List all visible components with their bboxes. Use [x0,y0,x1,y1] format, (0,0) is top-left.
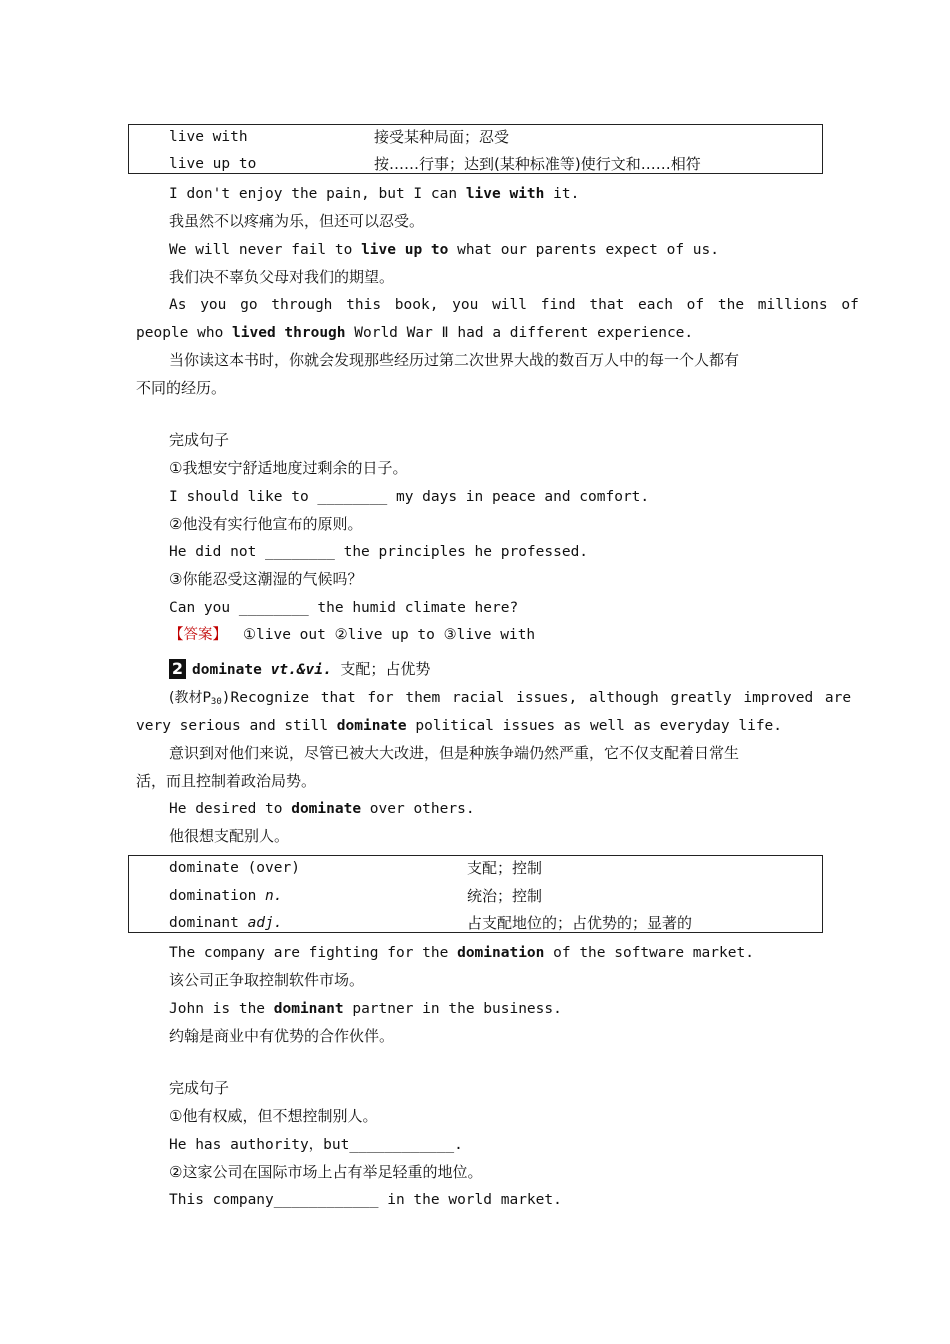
example-sentence: (教材$P_{30})Recognize$ that for them racial issues, although greatly improved are [169,690,852,707]
exercise-blank: He has authority，but____________. [169,1137,463,1153]
example-sentence: He desired to dominate over others. [169,801,475,817]
entry-number-badge: 2 [169,659,186,679]
exercise-question: ①他有权威，但不想控制别人。 [169,1107,378,1125]
exercise-blank: This company____________ in the world market. [169,1192,562,1208]
table-phrase: live with [169,129,248,145]
exercise-question: ③你能忍受这潮湿的气候吗？ [169,570,363,588]
word-family-table [128,855,823,933]
table-meaning: 统治；控制 [467,887,543,905]
entry-word: dominate [192,662,262,678]
table-word: dominant adj. [169,915,283,931]
answer-text: ①live out ②live up to ③live with [243,627,536,643]
answer-label: 【答案】 [169,627,227,643]
example-translation: 我虽然不以疼痛为乐，但还可以忍受。 [169,212,425,230]
table-word: dominate (over) [169,860,300,876]
table-meaning: 占支配地位的；占优势的；显著的 [467,914,693,932]
example-sentence: I don't enjoy the pain, but I can live with it. [169,186,580,202]
exercise-question: ②这家公司在国际市场上占有举足轻重的地位。 [169,1163,483,1181]
entry-meaning: 支配；占优势 [340,660,431,678]
table-word: domination n. [169,888,283,904]
entry-heading [169,658,430,681]
example-sentence: We will never fail to live up to what our parents expect of us. [169,242,719,258]
exercise-heading: 完成句子 [169,431,230,449]
entry-pos: vt.&vi. [270,662,332,678]
table-phrase: live up to [169,156,257,172]
example-translation: 约翰是商业中有优势的合作伙伴。 [169,1027,395,1045]
example-sentence: The company are fighting for the domination of the software market. [169,945,754,961]
example-translation: 我们决不辜负父母对我们的期望。 [169,268,395,286]
phrase-table-live [128,124,823,174]
exercise-blank: He did not ________ the principles he professed. [169,544,589,560]
exercise-question: ①我想安宁舒适地度过剩余的日子。 [169,459,408,477]
exercise-blank: Can you ________ the humid climate here? [169,600,519,616]
answer-line [169,626,535,644]
example-sentence: people who lived through World War Ⅱ had a different experience. [136,325,694,341]
example-translation: 活，而且控制着政治局势。 [136,772,317,790]
example-translation: 意识到对他们来说，尽管已被大大改进，但是种族争端仍然严重，它不仅支配着日常生 [169,744,740,762]
example-sentence: very serious and still dominate political issues as well as everyday life. [136,718,783,734]
table-meaning: 支配；控制 [467,859,543,877]
example-translation: 他很想支配别人。 [169,827,290,845]
example-sentence: As you go through this book, you will find that each of the millions of [169,297,859,313]
exercise-question: ②他没有实行他宣布的原则。 [169,515,363,533]
example-translation: 该公司正争取控制软件市场。 [169,971,365,989]
exercise-blank: I should like to ________ my days in peace and comfort. [169,489,650,505]
table-meaning: 接受某种局面；忍受 [374,128,510,146]
example-sentence: John is the dominant partner in the business. [169,1001,562,1017]
example-translation: 当你读这本书时，你就会发现那些经历过第二次世界大战的数百万人中的每一个人都有 [169,351,740,369]
example-translation: 不同的经历。 [136,379,227,397]
exercise-heading: 完成句子 [169,1079,230,1097]
table-meaning: 按……行事；达到(某种标准等)使行文和……相符 [374,155,701,173]
